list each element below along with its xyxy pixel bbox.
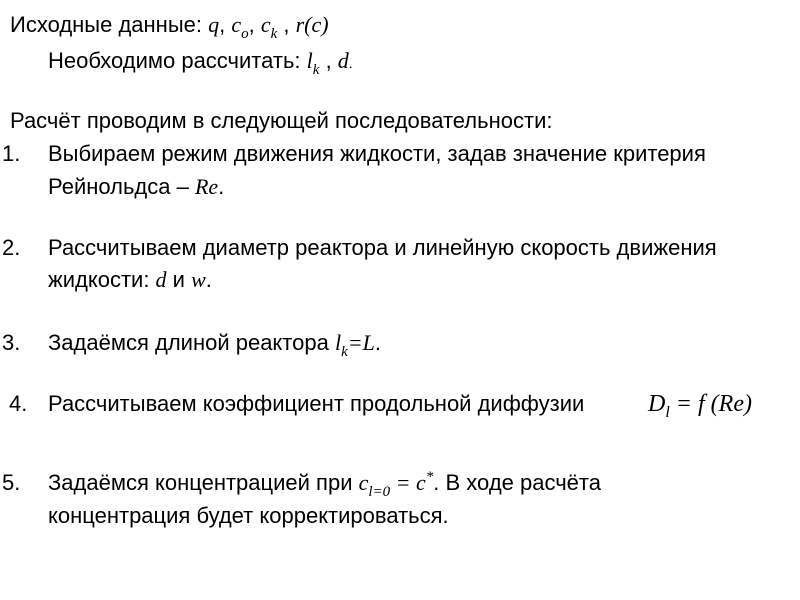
item-2-line-1: Рассчитываем диаметр реактора и линейную скорость движения <box>48 235 717 260</box>
item-1-line-2: Рейнольдса – Re. <box>48 174 225 199</box>
var-r-of-c: r(c) <box>295 12 329 37</box>
var-c-k: $c_k$ <box>260 12 278 42</box>
var-l-k: $l_k$ <box>334 330 348 360</box>
var-l-k: $l_k$ <box>306 48 320 78</box>
item-1-number: 1. <box>2 141 21 166</box>
separator: , <box>277 12 296 37</box>
separator: , <box>319 48 338 73</box>
var-d: d <box>337 48 349 73</box>
item-5-line-2: концентрация будет корректироваться. <box>48 503 449 528</box>
var-c-l0: $c_{l=0}$ <box>358 470 391 500</box>
source-data-label: Исходные данные: <box>10 12 209 37</box>
period: . <box>348 55 353 71</box>
var-d: d <box>155 267 167 292</box>
var-c-star: c* <box>416 469 434 495</box>
item-4-line: Рассчитываем коэффициент продольной диффузии <box>48 391 585 416</box>
needed-line <box>48 48 353 76</box>
item-3-number: 3. <box>2 330 21 355</box>
item-3-line: Задаёмся длиной реактора $l_k=L$. <box>48 330 381 360</box>
var-w: w <box>191 267 206 292</box>
var-q: q <box>208 12 220 37</box>
item-4-number: 4. <box>9 391 28 416</box>
item-5-number: 5. <box>2 470 21 495</box>
separator: , <box>248 12 261 37</box>
sequence-intro: Расчёт проводим в следующей последовательности: <box>10 108 553 133</box>
item-5-line-1: Задаёмся концентрацией при $c_{l=0} = c^*$. В ходе расчёта <box>48 469 601 500</box>
diffusion-formula: $D_l = f$ (Re) <box>648 391 752 421</box>
var-c-o: $c_o$ <box>231 12 249 42</box>
var-re: Re <box>194 174 219 199</box>
item-2-number: 2. <box>2 235 21 260</box>
separator: , <box>219 12 232 37</box>
item-2-line-2: жидкости: d и w. <box>48 267 212 292</box>
item-1-line-1: Выбираем режим движения жидкости, задав значение критерия <box>48 141 706 166</box>
needed-label: Необходимо рассчитать: <box>48 48 307 73</box>
source-data-line <box>10 12 329 42</box>
